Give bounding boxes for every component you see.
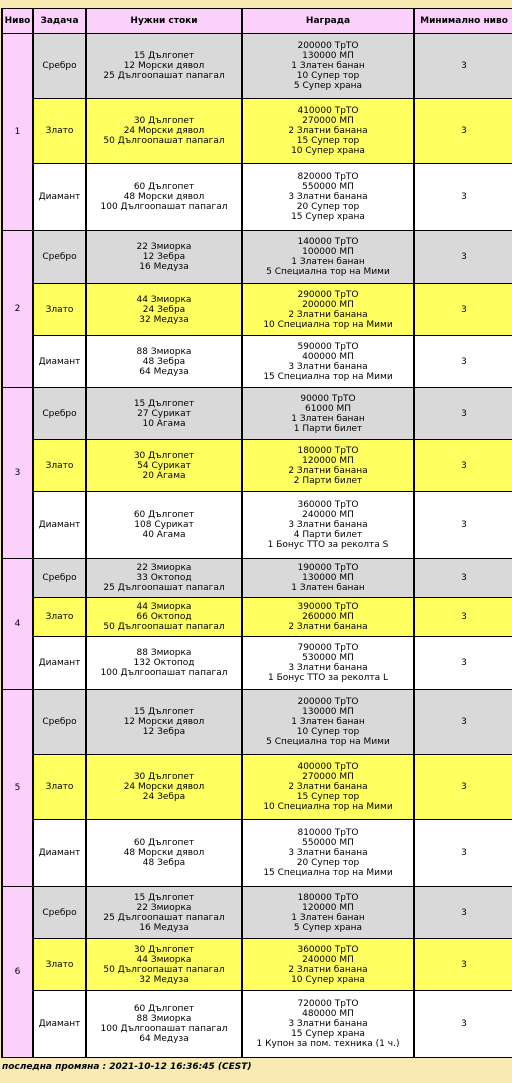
goods-line: 40 Агама — [142, 530, 186, 540]
reward-line: 590000 ТрТО — [297, 341, 359, 352]
table-row — [3, 690, 512, 754]
table-row — [3, 820, 512, 886]
reward-line: 790000 ТрТО — [297, 643, 359, 653]
table-row — [3, 388, 512, 439]
reward-line: 2 Парти билет — [293, 475, 363, 486]
goods-line: 24 Зебра — [142, 792, 186, 802]
goods-line: 12 Морски дявол — [123, 717, 205, 727]
reward-line: 550000 МП — [302, 838, 354, 848]
reward-line: 1 Златен банан — [291, 717, 365, 727]
reward-line: 20 Супер тор — [296, 858, 360, 868]
reward-line: 140000 ТрТО — [297, 237, 359, 247]
reward-line: 270000 МП — [302, 116, 354, 126]
goods-line: 32 Медуза — [139, 314, 189, 325]
goods-line: 44 Змиорка — [136, 602, 192, 612]
reward-cell — [243, 939, 413, 990]
reward-cell — [243, 690, 413, 754]
reward-line: 400000 ТрТО — [297, 762, 359, 772]
reward-line: 130000 МП — [302, 707, 354, 717]
goods-line: 100 Дългоопашат папагал — [100, 1024, 228, 1034]
reward-line: 15 Специална тор на Мими — [263, 371, 393, 382]
goods-line: 30 Дългопет — [133, 450, 195, 461]
task-cell: Сребро — [34, 887, 85, 938]
reward-line: 1 Бонус ТТО за реколта L — [268, 673, 388, 683]
min-level-cell: 3 — [415, 492, 512, 558]
reward-line: 90000 ТрТО — [300, 393, 356, 404]
min-level-cell: 3 — [415, 820, 512, 886]
level-cell: 6 — [3, 887, 32, 1057]
goods-line: 48 Зебра — [142, 858, 186, 868]
level-cell: 2 — [3, 231, 32, 387]
task-cell: Злато — [34, 939, 85, 990]
reward-line: 20 Супер тор — [296, 202, 360, 212]
reward-line: 15 Супер храна — [291, 212, 365, 222]
goods-line: 66 Октопод — [136, 612, 192, 622]
table-row — [3, 440, 512, 491]
reward-line: 200000 ТрТО — [297, 697, 359, 707]
reward-cell — [243, 637, 413, 689]
reward-line: 2 Златни банана — [288, 622, 368, 632]
goods-line: 50 Дългоопашат папагал — [103, 622, 225, 632]
table-row — [3, 939, 512, 990]
task-cell: Диамант — [34, 336, 85, 387]
goods-line: 15 Дългопет — [133, 707, 195, 717]
reward-line: 10 Супер храна — [291, 974, 365, 985]
reward-line: 2 Златни банана — [288, 465, 368, 476]
goods-line: 108 Сурикат — [134, 520, 194, 530]
reward-line: 190000 ТрТО — [297, 563, 359, 573]
reward-line: 2 Златни банана — [288, 964, 368, 975]
goods-line: 33 Октопод — [136, 573, 192, 583]
goods-line: 60 Дългопет — [133, 182, 195, 192]
min-level-cell: 3 — [415, 939, 512, 990]
goods-line: 15 Дългопет — [133, 892, 195, 903]
min-level-cell: 3 — [415, 755, 512, 819]
reward-line: 10 Специална тор на Мими — [263, 319, 393, 330]
reward-line: 3 Златни банана — [288, 663, 368, 673]
reward-cell — [243, 388, 413, 439]
task-cell: Злато — [34, 755, 85, 819]
min-level-cell: 3 — [415, 690, 512, 754]
goods-cell — [87, 820, 241, 886]
task-cell: Диамант — [34, 991, 85, 1057]
header-level: Ниво — [3, 9, 32, 33]
min-level-cell: 3 — [415, 99, 512, 163]
header-row — [3, 9, 512, 33]
reward-line: 5 Супер храна — [293, 922, 363, 933]
reward-line: 3 Златни банана — [288, 192, 368, 202]
reward-line: 240000 МП — [302, 954, 354, 965]
reward-line: 130000 МП — [302, 573, 354, 583]
goods-line: 88 Змиорка — [136, 648, 192, 658]
goods-cell — [87, 440, 241, 491]
reward-cell — [243, 820, 413, 886]
goods-cell — [87, 939, 241, 990]
min-level-cell: 3 — [415, 388, 512, 439]
reward-line: 5 Специална тор на Мими — [266, 737, 390, 747]
goods-line: 44 Змиорка — [136, 294, 192, 305]
reward-line: 270000 МП — [302, 772, 354, 782]
reward-cell — [243, 598, 413, 636]
goods-line: 16 Медуза — [139, 262, 189, 272]
goods-line: 60 Дългопет — [133, 1004, 195, 1014]
reward-line: 3 Златни банана — [288, 848, 368, 858]
reward-line: 260000 МП — [302, 612, 354, 622]
reward-line: 400000 МП — [302, 351, 354, 362]
reward-cell — [243, 34, 413, 98]
reward-line: 10 Супер тор — [296, 71, 360, 81]
goods-cell — [87, 598, 241, 636]
task-cell: Сребро — [34, 388, 85, 439]
goods-line: 20 Агама — [142, 470, 186, 481]
min-level-cell: 3 — [415, 34, 512, 98]
reward-line: 200000 МП — [302, 299, 354, 310]
reward-line: 200000 ТрТО — [297, 41, 359, 51]
reward-cell — [243, 284, 413, 335]
min-level-cell: 3 — [415, 231, 512, 283]
min-level-cell: 3 — [415, 284, 512, 335]
table-row — [3, 755, 512, 819]
table-row — [3, 99, 512, 163]
goods-line: 48 Зебра — [142, 356, 186, 367]
goods-line: 22 Змиорка — [136, 563, 192, 573]
reward-line: 550000 МП — [302, 182, 354, 192]
table-row — [3, 559, 512, 597]
reward-line: 2 Златни банана — [288, 309, 368, 320]
reward-line: 1 Златен банан — [291, 257, 365, 267]
goods-line: 25 Дългоопашат папагал — [103, 71, 225, 81]
table-row — [3, 887, 512, 938]
reward-cell — [243, 559, 413, 597]
reward-line: 290000 ТрТО — [297, 289, 359, 300]
task-cell: Злато — [34, 598, 85, 636]
level-cell: 1 — [3, 34, 32, 230]
reward-line: 3 Златни банана — [288, 1019, 368, 1029]
reward-cell — [243, 887, 413, 938]
min-level-cell: 3 — [415, 887, 512, 938]
goods-line: 12 Морски дявол — [123, 61, 205, 71]
reward-line: 15 Супер тор — [296, 136, 360, 146]
goods-line: 30 Дългопет — [133, 772, 195, 782]
reward-cell — [243, 164, 413, 230]
goods-line: 88 Змиорка — [136, 346, 192, 357]
reward-line: 120000 МП — [302, 455, 354, 466]
reward-line: 1 Бонус ТТО за реколта S — [267, 540, 389, 550]
goods-line: 50 Дългоопашат папагал — [103, 964, 225, 975]
task-cell: Злато — [34, 440, 85, 491]
reward-line: 4 Парти билет — [293, 530, 363, 540]
reward-cell — [243, 492, 413, 558]
level-cell: 4 — [3, 559, 32, 689]
tasks-table — [1, 8, 512, 1058]
goods-line: 54 Сурикат — [137, 460, 191, 471]
task-cell: Злато — [34, 284, 85, 335]
reward-cell — [243, 99, 413, 163]
reward-cell — [243, 755, 413, 819]
goods-line: 24 Морски дявол — [123, 782, 205, 792]
goods-line: 16 Медуза — [139, 922, 189, 933]
reward-line: 390000 ТрТО — [297, 602, 359, 612]
goods-line: 10 Агама — [142, 418, 186, 429]
goods-line: 27 Сурикат — [137, 408, 191, 419]
goods-cell — [87, 637, 241, 689]
goods-cell — [87, 755, 241, 819]
level-cell: 5 — [3, 690, 32, 886]
reward-line: 180000 ТрТО — [297, 445, 359, 456]
goods-cell — [87, 231, 241, 283]
goods-line: 32 Медуза — [139, 974, 189, 985]
goods-cell — [87, 559, 241, 597]
reward-line: 2 Златни банана — [288, 126, 368, 136]
goods-cell — [87, 492, 241, 558]
goods-line: 44 Змиорка — [136, 954, 192, 965]
task-cell: Диамант — [34, 164, 85, 230]
header-goods: Нужни стоки — [87, 9, 241, 33]
task-cell: Злато — [34, 99, 85, 163]
reward-line: 61000 МП — [304, 403, 352, 414]
goods-cell — [87, 336, 241, 387]
reward-cell — [243, 440, 413, 491]
task-cell: Сребро — [34, 690, 85, 754]
goods-line: 132 Октопод — [133, 658, 195, 668]
reward-line: 240000 МП — [302, 510, 354, 520]
goods-line: 100 Дългоопашат папагал — [100, 668, 228, 678]
task-cell: Диамант — [34, 492, 85, 558]
goods-line: 64 Медуза — [139, 1034, 189, 1044]
reward-line: 1 Златен банан — [291, 912, 365, 923]
goods-cell — [87, 99, 241, 163]
reward-line: 15 Специална тор на Мими — [263, 868, 393, 878]
level-cell: 3 — [3, 388, 32, 558]
goods-line: 48 Морски дявол — [123, 192, 205, 202]
reward-cell — [243, 231, 413, 283]
reward-line: 1 Златен банан — [291, 61, 365, 71]
min-level-cell: 3 — [415, 336, 512, 387]
reward-line: 15 Супер тор — [296, 792, 360, 802]
reward-line: 480000 МП — [302, 1009, 354, 1019]
reward-line: 360000 ТрТО — [297, 944, 359, 955]
task-cell: Сребро — [34, 231, 85, 283]
reward-line: 10 Супер тор — [296, 727, 360, 737]
reward-cell — [243, 336, 413, 387]
goods-cell — [87, 887, 241, 938]
table-row — [3, 164, 512, 230]
table-row — [3, 991, 512, 1057]
reward-line: 820000 ТрТО — [297, 172, 359, 182]
goods-line: 25 Дългоопашат папагал — [103, 912, 225, 923]
reward-line: 10 Супер храна — [291, 146, 365, 156]
reward-cell — [243, 991, 413, 1057]
goods-cell — [87, 690, 241, 754]
goods-cell — [87, 164, 241, 230]
goods-line: 64 Медуза — [139, 366, 189, 377]
goods-line: 22 Змиорка — [136, 242, 192, 252]
table-row — [3, 284, 512, 335]
goods-line: 22 Змиорка — [136, 902, 192, 913]
table-row — [3, 231, 512, 283]
reward-line: 1 Златен банан — [291, 583, 365, 593]
reward-line: 5 Супер храна — [293, 81, 363, 91]
goods-line: 60 Дългопет — [133, 838, 195, 848]
reward-line: 360000 ТрТО — [297, 500, 359, 510]
goods-line: 88 Змиорка — [136, 1014, 192, 1024]
reward-line: 10 Специална тор на Мими — [263, 802, 393, 812]
table-row — [3, 598, 512, 636]
min-level-cell: 3 — [415, 164, 512, 230]
reward-line: 410000 ТрТО — [297, 106, 359, 116]
reward-line: 530000 МП — [302, 653, 354, 663]
task-cell: Диамант — [34, 820, 85, 886]
goods-cell — [87, 991, 241, 1057]
reward-line: 1 Купон за пом. техника (1 ч.) — [256, 1039, 400, 1049]
goods-line: 12 Зебра — [142, 252, 186, 262]
goods-line: 12 Зебра — [142, 727, 186, 737]
reward-line: 720000 ТрТО — [297, 999, 359, 1009]
goods-line: 60 Дългопет — [133, 510, 195, 520]
reward-line: 15 Супер храна — [291, 1029, 365, 1039]
goods-cell — [87, 284, 241, 335]
reward-line: 2 Златни банана — [288, 782, 368, 792]
header-task: Задача — [34, 9, 85, 33]
reward-line: 100000 МП — [302, 247, 354, 257]
reward-line: 120000 МП — [302, 902, 354, 913]
header-reward: Награда — [243, 9, 413, 33]
reward-line: 810000 ТрТО — [297, 828, 359, 838]
goods-line: 50 Дългоопашат папагал — [103, 136, 225, 146]
reward-line: 1 Златен банан — [291, 413, 365, 424]
reward-line: 5 Специална тор на Мими — [266, 267, 390, 277]
goods-line: 25 Дългоопашат папагал — [103, 583, 225, 593]
goods-line: 100 Дългоопашат папагал — [100, 202, 228, 212]
last-modified: последна промяна : 2021-10-12 16:36:45 (CEST) — [2, 1062, 252, 1072]
table-row — [3, 492, 512, 558]
table-row — [3, 637, 512, 689]
task-cell: Сребро — [34, 34, 85, 98]
table-row — [3, 34, 512, 98]
min-level-cell: 3 — [415, 598, 512, 636]
reward-line: 3 Златни банана — [288, 520, 368, 530]
task-cell: Диамант — [34, 637, 85, 689]
goods-line: 48 Морски дявол — [123, 848, 205, 858]
min-level-cell: 3 — [415, 991, 512, 1057]
goods-line: 15 Дългопет — [133, 398, 195, 409]
goods-line: 30 Дългопет — [133, 116, 195, 126]
goods-line: 30 Дългопет — [133, 944, 195, 955]
reward-line: 130000 МП — [302, 51, 354, 61]
reward-line: 1 Парти билет — [293, 423, 363, 434]
table-body — [3, 34, 512, 1057]
min-level-cell: 3 — [415, 440, 512, 491]
table-row — [3, 336, 512, 387]
goods-line: 24 Зебра — [142, 304, 186, 315]
goods-line: 15 Дългопет — [133, 51, 195, 61]
goods-cell — [87, 388, 241, 439]
min-level-cell: 3 — [415, 559, 512, 597]
task-cell: Сребро — [34, 559, 85, 597]
header-min-level: Минимално ниво — [415, 9, 512, 33]
goods-cell — [87, 34, 241, 98]
reward-line: 3 Златни банана — [288, 361, 368, 372]
min-level-cell: 3 — [415, 637, 512, 689]
reward-line: 180000 ТрТО — [297, 892, 359, 903]
goods-line: 24 Морски дявол — [123, 126, 205, 136]
